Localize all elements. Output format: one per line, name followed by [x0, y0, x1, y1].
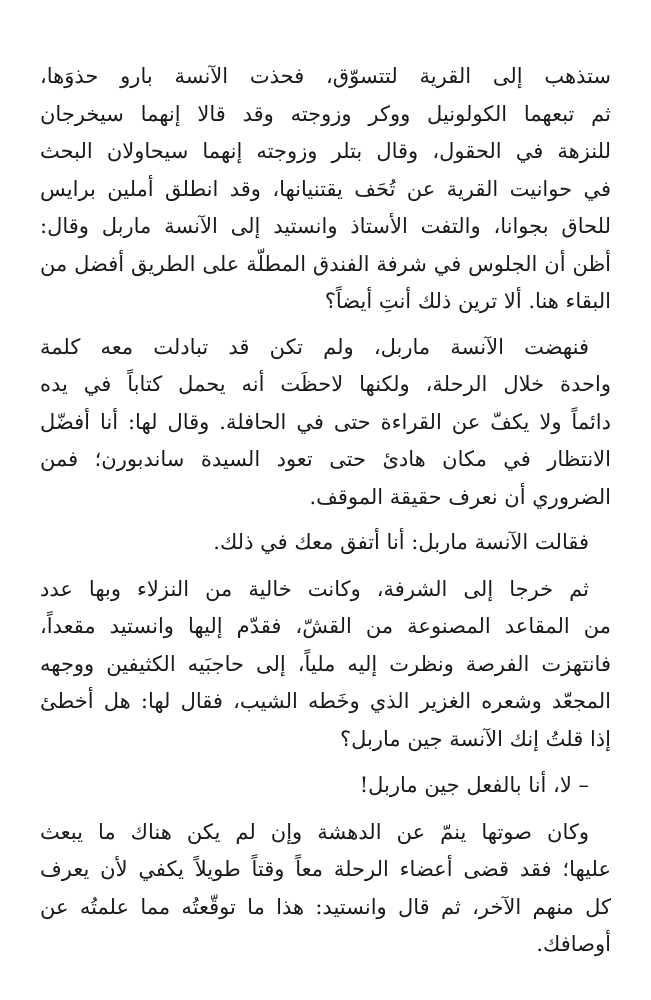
- text-line: – لا، أنا بالفعل جين ماربل!: [359, 773, 589, 797]
- text-line: دائماً ولا يكفّ عن القراءة حتى في الحافلة. وقال لها: أنا أفضّل: [40, 409, 611, 434]
- text-line: فانتهزت الفرصة ونظرت إليه ملياً، إلى حاجبَيه الكثيفين ووجهه: [40, 651, 611, 676]
- text-line: أظن أن الجلوس في شرفة الفندق المطلّة على الطريق أفضل من: [40, 251, 611, 276]
- text-line: ثم تبعهما الكولونيل ووكر وزوجته وقد قالا إنهما سيخرجان: [40, 101, 611, 126]
- text-line: للحاق بجوانا، والتفت الأستاذ وانستيد إلى الآنسة ماربل وقال:: [40, 214, 611, 238]
- text-line: فقالت الآنسة ماربل: أنا أتفق معك في ذلك.: [213, 530, 589, 554]
- text-line: الضروري أن نعرف حقيقة الموقف.: [309, 484, 611, 509]
- text-line: البقاء هنا. ألا ترين ذلك أنتِ أيضاً؟: [324, 289, 611, 313]
- book-page: [40, 58, 611, 964]
- text-line: ستذهب إلى القرية لتتسوّق، فحذت الآنسة بارو حذوَها،: [40, 64, 611, 88]
- paragraph-3: [40, 524, 611, 562]
- text-line: في حوانيت القرية عن تُحَف يقتنيانها، وقد انطلق أملين برايس: [40, 176, 611, 201]
- text-line: أوصافك.: [536, 932, 611, 956]
- text-line: واحدة خلال الرحلة، ولكنها لاحظَت أنه يحمل كتاباً في يده: [40, 372, 611, 396]
- paragraph-4: [40, 571, 611, 759]
- text-line: الانتظار في مكان هادئ حتى تعود السيدة ساندبورن؛ فمن: [40, 447, 611, 471]
- paragraph-6: [40, 814, 611, 964]
- text-line: كل منهم الآخر، ثم قال وانستيد: هذا ما توقّعتُه مما علمتُه عن: [40, 894, 611, 919]
- text-line: فنهضت الآنسة ماربل، ولم تكن قد تبادلت معه كلمة: [40, 334, 589, 359]
- text-line: المجعّد وشعره الغزير الذي وخَطه الشيب، فقال لها: هل أخطئ: [40, 689, 611, 713]
- text-line: وكان صوتها ينمّ عن الدهشة وإن لم يكن هناك ما يبعث: [40, 819, 589, 844]
- text-line: ثم خرجا إلى الشرفة، وكانت خالية من النزلاء وبها عدد: [40, 576, 589, 601]
- text-line: عليها؛ فقد قضى أعضاء الرحلة معاً وقتاً طويلاً يكفي لأن يعرف: [40, 857, 611, 881]
- text-line: من المقاعد المصنوعة من القشّ، فقدّم إليها وانستيد مقعداً،: [40, 614, 611, 638]
- paragraph-5-dialogue: [40, 767, 611, 805]
- paragraph-1: [40, 58, 611, 321]
- paragraph-2: [40, 329, 611, 517]
- text-line: إذا قلتُ إنك الآنسة جين ماربل؟: [339, 726, 611, 751]
- text-line: للنزهة في الحقول، وقال بتلر وزوجته إنهما سيحاولان البحث: [40, 139, 611, 163]
